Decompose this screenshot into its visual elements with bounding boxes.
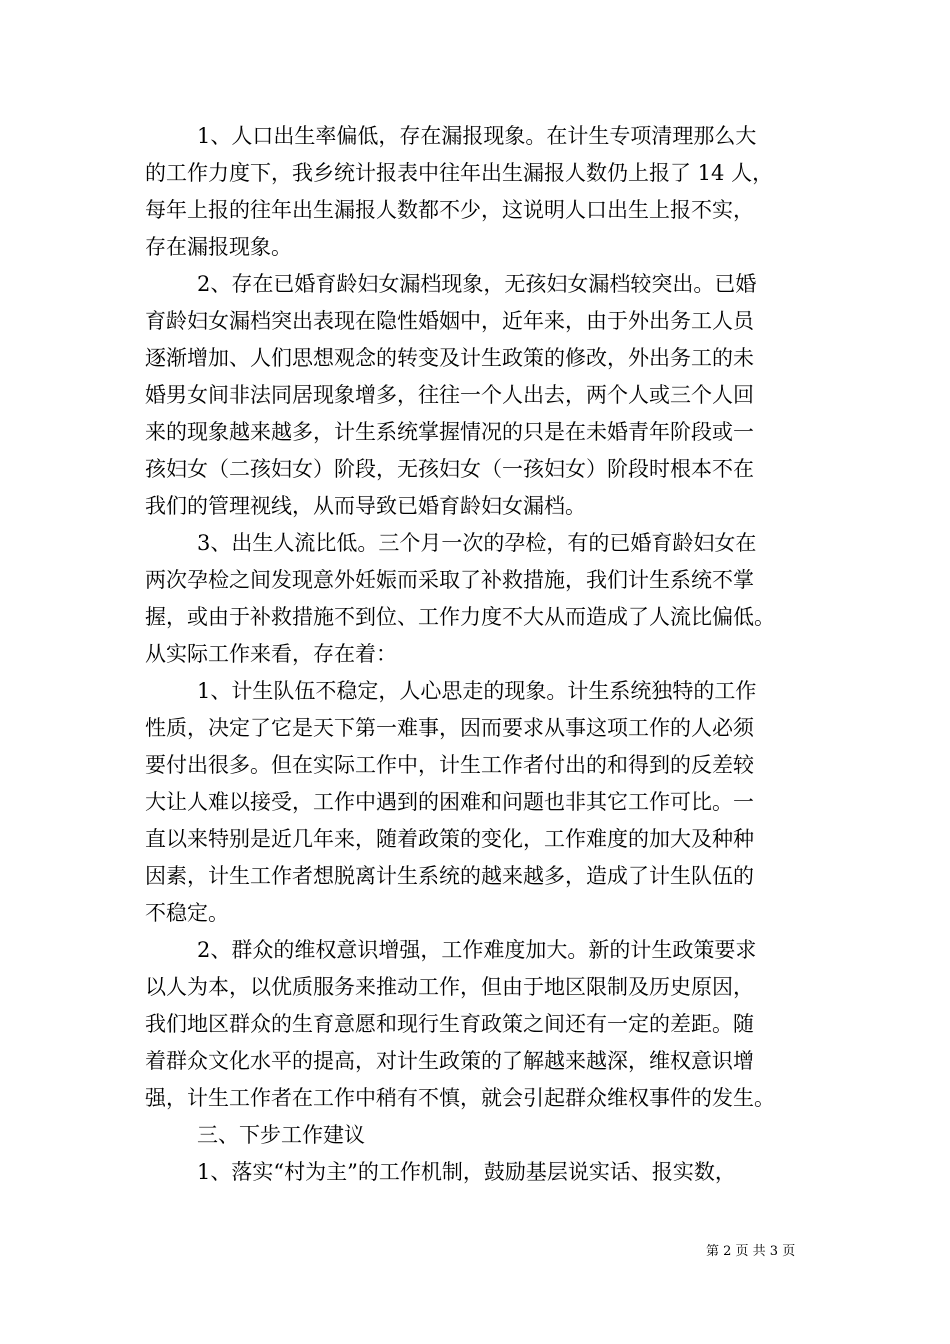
paragraph-line: 着群众文化水平的提高，对计生政策的了解越来越深，维权意识增 [145, 1049, 754, 1073]
paragraph-line: 握，或由于补救措施不到位、工作力度不大从而造成了人流比偏低。 [145, 605, 775, 629]
paragraph-line: 我们的管理视线，从而导致已婚育龄妇女漏档。 [145, 494, 586, 518]
paragraph-line: 性质，决定了它是天下第一难事，因而要求从事这项工作的人必须 [145, 716, 754, 740]
page-number-footer: 第 2 页 共 3 页 [706, 1244, 796, 1259]
paragraph-line: 以人为本，以优质服务来推动工作，但由于地区限制及历史原因， [145, 975, 754, 999]
document-body [145, 118, 825, 1191]
paragraph-line: 两次孕检之间发现意外妊娠而采取了补救措施，我们计生系统不掌 [145, 568, 754, 592]
paragraph-line: 2、群众的维权意识增强，工作难度加大。新的计生政策要求 [197, 938, 757, 962]
paragraph-line: 1、人口出生率偏低，存在漏报现象。在计生专项清理那么大 [197, 124, 757, 148]
paragraph-line: 大让人难以接受，工作中遇到的困难和问题也非其它工作可比。一 [145, 790, 754, 814]
paragraph-line: 来的现象越来越多，计生系统掌握情况的只是在未婚青年阶段或一 [145, 420, 754, 444]
paragraph-line: 每年上报的往年出生漏报人数都不少，这说明人口出生上报不实， [145, 198, 754, 222]
paragraph-line: 因素，计生工作者想脱离计生系统的越来越多，造成了计生队伍的 [145, 864, 754, 888]
paragraph-line: 我们地区群众的生育意愿和现行生育政策之间还有一定的差距。随 [145, 1012, 754, 1036]
paragraph-line: 育龄妇女漏档突出表现在隐性婚姻中，近年来，由于外出务工人员 [145, 309, 754, 333]
paragraph-line: 婚男女间非法同居现象增多，往往一个人出去，两个人或三个人回 [145, 383, 754, 407]
paragraph-line: 直以来特别是近几年来，随着政策的变化，工作难度的加大及种种 [145, 827, 754, 851]
paragraph-line: 孩妇女（二孩妇女）阶段，无孩妇女（一孩妇女）阶段时根本不在 [145, 457, 754, 481]
paragraph-line: 1、落实“村为主”的工作机制，鼓励基层说实话、报实数， [197, 1160, 736, 1184]
paragraph-line: 存在漏报现象。 [145, 235, 292, 259]
paragraph-line: 强，计生工作者在工作中稍有不慎，就会引起群众维权事件的发生。 [145, 1086, 775, 1110]
paragraph-line: 从实际工作来看，存在着： [145, 642, 397, 666]
paragraph-line: 2、存在已婚育龄妇女漏档现象，无孩妇女漏档较突出。已婚 [197, 272, 757, 296]
paragraph-line: 1、计生队伍不稳定，人心思走的现象。计生系统独特的工作 [197, 679, 757, 703]
paragraph-line: 逐渐增加、人们思想观念的转变及计生政策的修改，外出务工的未 [145, 346, 754, 370]
paragraph-line: 的工作力度下，我乡统计报表中往年出生漏报人数仍上报了 14 人， [145, 161, 774, 185]
paragraph-line: 要付出很多。但在实际工作中，计生工作者付出的和得到的反差较 [145, 753, 754, 777]
paragraph-line: 3、出生人流比低。三个月一次的孕检，有的已婚育龄妇女在 [197, 531, 757, 555]
paragraph-line: 三、下步工作建议 [197, 1123, 365, 1147]
paragraph-line: 不稳定。 [145, 901, 229, 925]
